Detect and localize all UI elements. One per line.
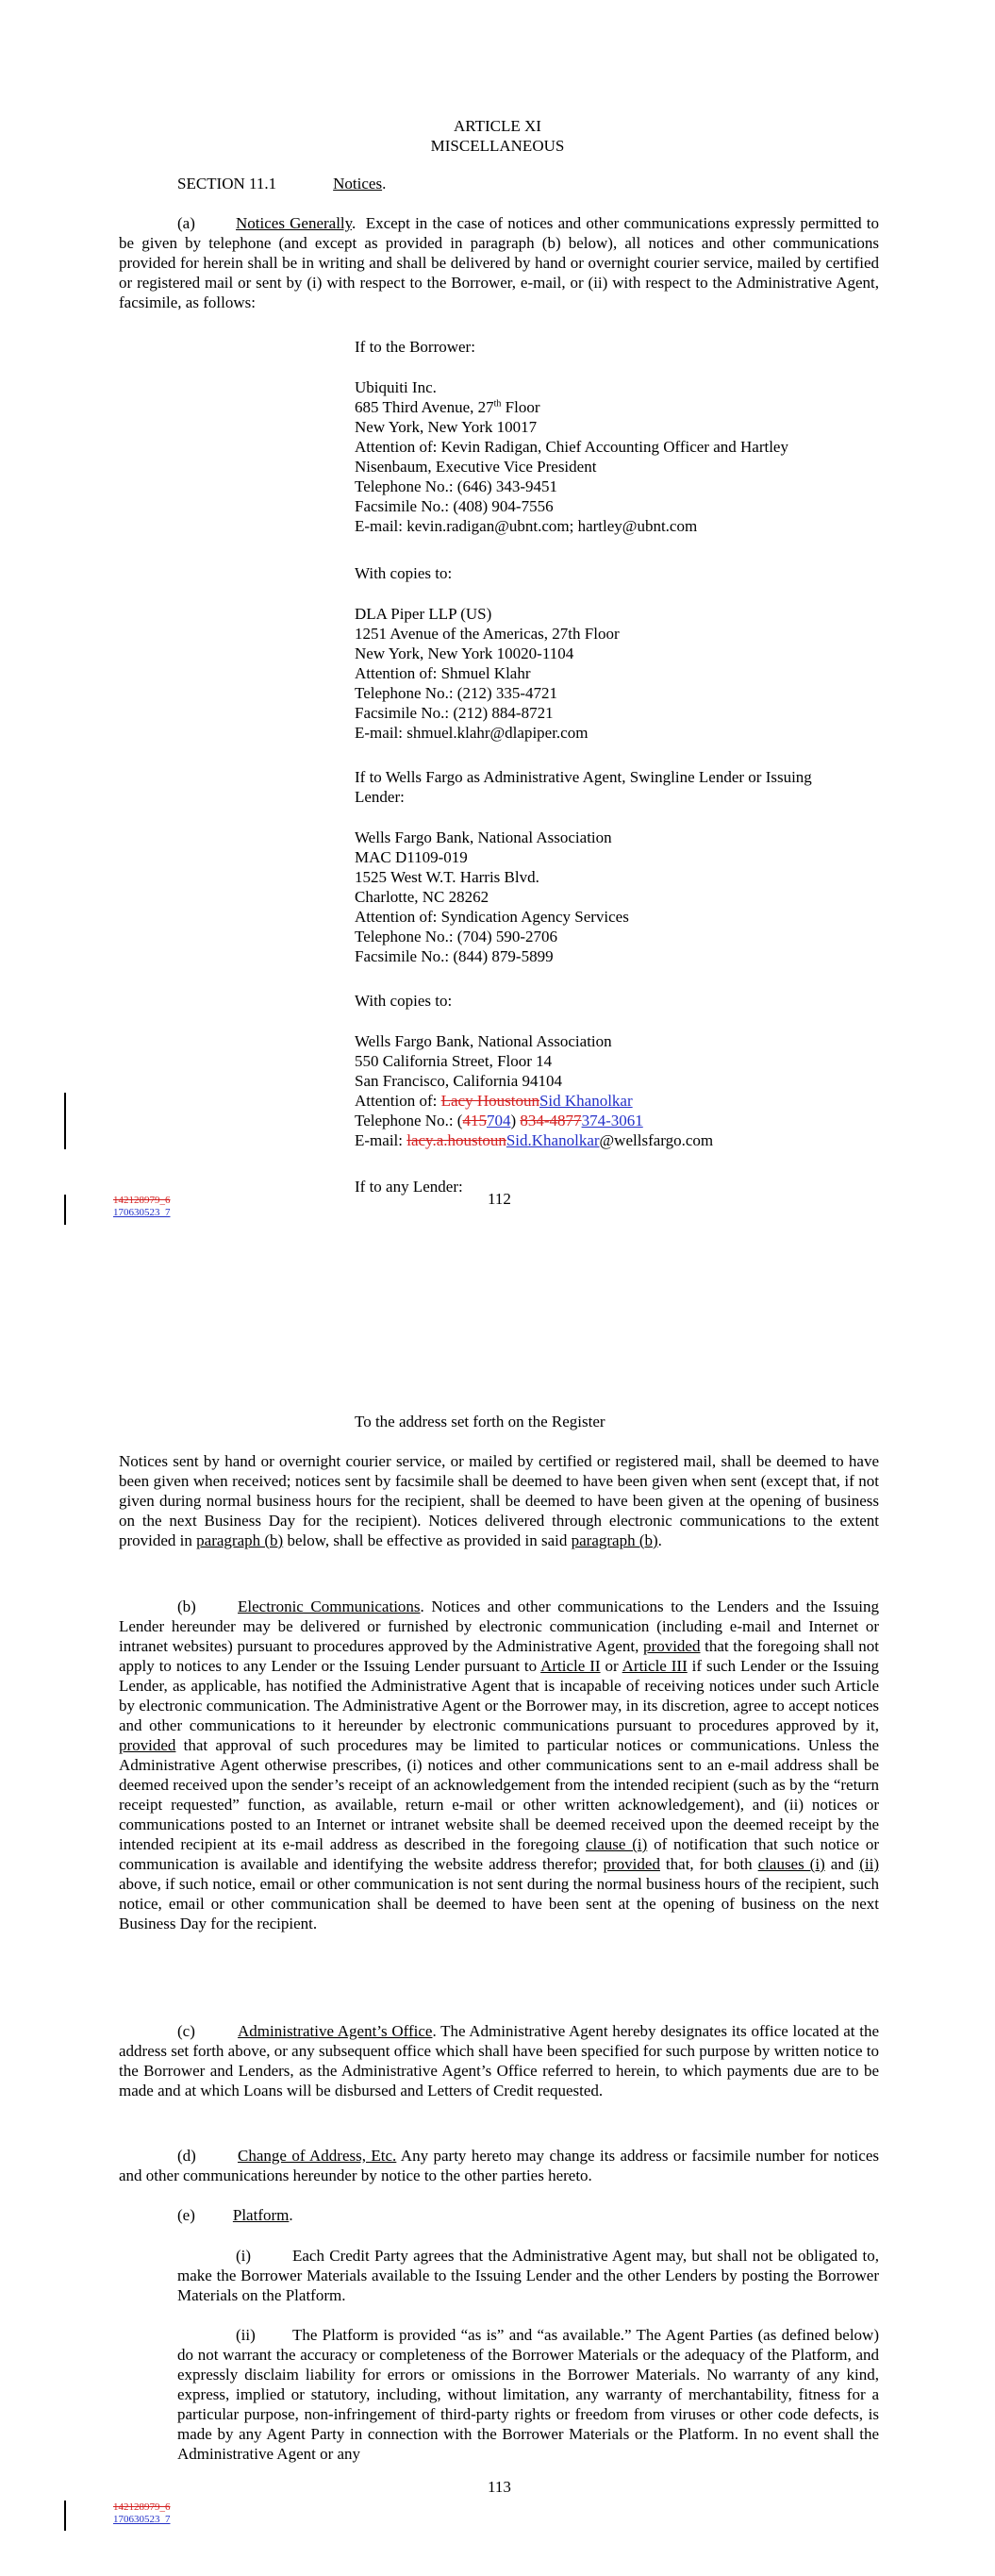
agent-heading-continued: Lender: xyxy=(355,788,405,806)
copies-heading: With copies to: xyxy=(355,564,453,582)
paragraph-heading: Electronic Communications xyxy=(238,1597,421,1615)
agent-telephone: Telephone No.: (704) 590-2706 xyxy=(355,928,558,945)
cross-reference: paragraph (b) xyxy=(571,1531,658,1549)
paragraph-label: (e) xyxy=(177,2206,195,2224)
deleted-text: Lacy Houstoun xyxy=(440,1092,539,1110)
agent-mac: MAC D1109-019 xyxy=(355,848,468,866)
borrower-attention: Attention of: Kevin Radigan, Chief Accounting Officer and Hartley xyxy=(355,438,788,456)
page-number: 113 xyxy=(488,2478,511,2496)
paragraph-d: (d) Change of Address, Etc. Any party hereto may change its address or facsimile number for notices and other communications hereunder by notice to the other parties hereto. xyxy=(119,2147,879,2184)
document-id: 142128979_6 170630523_7 xyxy=(113,2501,171,2525)
borrower-facsimile: Facsimile No.: (408) 904-7556 xyxy=(355,497,554,515)
paragraph-label: (i) xyxy=(236,2247,252,2265)
delivery-paragraph: Notices sent by hand or overnight courier service, or mailed by certified or registered mail, shall be deemed to have been given when received; notices sent by facsimile shall be deemed to have been given when sent (except that, if not given during normal business hours for the recipient, shall be deemed to have been given at the opening of business on the next Business Day for the recipient). Notices delivered through electronic communications to the extent provided in paragraph (b) below, shall be effective as provided in said paragraph (b). xyxy=(119,1452,879,1549)
change-bar xyxy=(64,2501,66,2531)
agent-copies-heading: With copies to: xyxy=(355,992,453,1010)
agent-copies-block xyxy=(355,991,713,1150)
paragraph-label: (d) xyxy=(177,2147,196,2165)
section-number: SECTION 11.1 xyxy=(177,175,277,192)
section-heading: SECTION 11.1 Notices. xyxy=(177,175,387,192)
lender-address: To the address set forth on the Register xyxy=(355,1413,605,1430)
agent-copies-email: E-mail: lacy.a.houstounSid.Khanolkar@wellsfargo.com xyxy=(355,1131,714,1149)
inserted-text: Sid Khanolkar xyxy=(539,1092,633,1110)
paragraph-heading: Administrative Agent’s Office xyxy=(238,2022,433,2040)
deleted-text: lacy.a.houstoun xyxy=(406,1131,506,1149)
lender-heading: If to any Lender: xyxy=(355,1178,463,1196)
article-heading xyxy=(0,116,995,156)
cross-reference: paragraph (b) xyxy=(196,1531,284,1549)
agent-street: 1525 West W.T. Harris Blvd. xyxy=(355,868,539,886)
article-number: ARTICLE XI xyxy=(454,117,541,135)
paragraph-heading: Platform xyxy=(232,2206,290,2224)
document-id: 142128979_6 170630523_7 xyxy=(113,1195,171,1218)
borrower-city: New York, New York 10017 xyxy=(355,418,538,436)
paragraph-e-i: (i) Each Credit Party agrees that the Administrative Agent may, but shall not be obligated to, make the Borrower Materials available to the Issuing Lender and the other Lenders by posting the Borrower Materials on the Platform. xyxy=(177,2247,879,2304)
deleted-text: 834-4877 xyxy=(520,1112,582,1129)
paragraph-label: (a) xyxy=(177,214,195,232)
article-title: MISCELLANEOUS xyxy=(430,137,565,155)
agent-facsimile: Facsimile No.: (844) 879-5899 xyxy=(355,947,554,965)
copies-attention: Attention of: Shmuel Klahr xyxy=(355,664,531,682)
inserted-text: Sid.Khanolkar xyxy=(506,1131,600,1149)
paragraph-b: (b) Electronic Communications. Notices and other communications to the Lenders and the Issuing Lender hereunder may be delivered or furnished by electronic communication (including e-mail and Internet or intranet websites) pursuant to procedures approved by the Administrative Agent, provided that the foregoing shall not apply to notices to any Lender or the Issuing Lender pursuant to Article II or Article III if such Lender or the Issuing Lender, as applicable, has notified the Administrative Agent that is incapable of receiving notices under such Article by electronic communication. The Administrative Agent or the Borrower may, in its discretion, agree to accept notices and other communications to it hereunder by electronic communications pursuant to procedures approved by it, provided that approval of such procedures may be limited to particular notices or communications. Unless the Administrative Agent otherwise prescribes, (i) notices and other communications sent to an e-mail address shall be deemed received upon the sender’s receipt of an acknowledgement from the intended recipient (such as by the “return receipt requested” function, as available, return e-mail or other written acknowledgement), and (ii) notices or communications posted to an Internet or intranet website shall be deemed received upon the deemed receipt by the intended recipient at its e-mail address as described in the foregoing clause (i) of notification that such notice or communication is available and identifying the website address therefor; provided that, for both clauses (i) and (ii) above, if such notice, email or other communication is not sent during the normal business hours of the recipient, such notice, email or other communication shall be deemed to have been sent at the opening of business on the next Business Day for the recipient. xyxy=(119,1597,879,1932)
borrower-telephone: Telephone No.: (646) 343-9451 xyxy=(355,477,558,495)
copies-facsimile: Facsimile No.: (212) 884-8721 xyxy=(355,704,554,722)
change-bar xyxy=(64,1195,66,1225)
borrower-street: 685 Third Avenue, 27th Floor xyxy=(355,398,540,416)
agent-copies-street: 550 California Street, Floor 14 xyxy=(355,1052,553,1070)
borrower-address-block xyxy=(355,337,788,536)
agent-copies-city: San Francisco, California 94104 xyxy=(355,1072,563,1090)
inserted-text: 374-3061 xyxy=(581,1112,643,1129)
copies-street: 1251 Avenue of the Americas, 27th Floor xyxy=(355,625,620,643)
paragraph-heading: Change of Address, Etc. xyxy=(238,2147,397,2165)
change-bar xyxy=(64,1093,66,1149)
agent-heading: If to Wells Fargo as Administrative Agent, Swingline Lender or Issuing xyxy=(355,768,812,786)
borrower-email: E-mail: kevin.radigan@ubnt.com; hartley@ubnt.com xyxy=(355,517,698,535)
borrower-name: Ubiquiti Inc. xyxy=(355,378,437,396)
paragraph-e-ii: (ii) The Platform is provided “as is” and “as available.” The Agent Parties (as defined below) do not warrant the accuracy or completeness of the Borrower Materials or the adequacy of the Platform, and expressly disclaim liability for errors or omissions in the Borrower Materials. No warranty of any kind, express, implied or statutory, including, without limitation, any warranty of merchantability, fitness for a particular purpose, non-infringement of third-party rights or freedom from viruses or other code defects, is made by any Agent Party in connection with the Borrower Materials or the Platform. In no event shall the Administrative Agent or any xyxy=(177,2326,879,2463)
paragraph-text: Except in the case of notices and other communications expressly permitted to be given by telephone (and except as provided in paragraph (b) below), all notices and other communications provided for herein shall be in writing and shall be delivered by hand or overnight courier service, mailed by certified or registered mail or sent by (i) with respect to the Borrower, e-mail, or (ii) with respect to the Administrative Agent, facsimile, as follows: xyxy=(119,214,879,311)
borrower-copies-block xyxy=(355,563,620,743)
deleted-text: 415 xyxy=(462,1112,487,1129)
agent-copies-telephone: Telephone No.: (415704) 834-4877374-3061 xyxy=(355,1112,643,1129)
copies-email: E-mail: shmuel.klahr@dlapiper.com xyxy=(355,724,589,742)
agent-city: Charlotte, NC 28262 xyxy=(355,888,489,906)
inserted-text: 704 xyxy=(486,1112,511,1129)
paragraph-label: (ii) xyxy=(236,2326,256,2344)
paragraph-label: (c) xyxy=(177,2022,195,2040)
copies-name: DLA Piper LLP (US) xyxy=(355,605,492,623)
borrower-heading: If to the Borrower: xyxy=(355,338,475,356)
paragraph-heading: Notices Generally xyxy=(236,214,353,232)
paragraph-c: (c) Administrative Agent’s Office. The Administrative Agent hereby designates its office located at the address set forth above, or any subsequent office which shall have been specified for such purpose by written notice to the Borrower and Lenders, as the Administrative Agent’s Office referred to herein, to which payments due are to be made and at which Loans will be disbursed and Letters of Credit requested. xyxy=(119,2022,879,2099)
paragraph-label: (b) xyxy=(177,1597,196,1615)
paragraph-e: (e) Platform. xyxy=(177,2206,293,2224)
copies-city: New York, New York 10020-1104 xyxy=(355,644,574,662)
agent-copies-name: Wells Fargo Bank, National Association xyxy=(355,1032,612,1050)
paragraph-a: (a) Notices Generally. Except in the case of notices and other communications expressly permitted to be given by telephone (and except as provided in paragraph (b) below), all notices and other communications provided for herein shall be in writing and shall be delivered by hand or overnight courier service, mailed by certified or registered mail or sent by (i) with respect to the Borrower, e-mail, or (ii) with respect to the Administrative Agent, facsimile, as follows: xyxy=(119,214,879,311)
agent-name: Wells Fargo Bank, National Association xyxy=(355,828,612,846)
borrower-attention-continued: Nisenbaum, Executive Vice President xyxy=(355,458,597,476)
copies-telephone: Telephone No.: (212) 335-4721 xyxy=(355,684,558,702)
page-number: 112 xyxy=(488,1190,511,1208)
agent-copies-attention: Attention of: Lacy HoustounSid Khanolkar xyxy=(355,1092,633,1110)
agent-address-block xyxy=(355,767,812,966)
agent-attention: Attention of: Syndication Agency Services xyxy=(355,908,629,926)
section-title: Notices xyxy=(333,175,383,192)
